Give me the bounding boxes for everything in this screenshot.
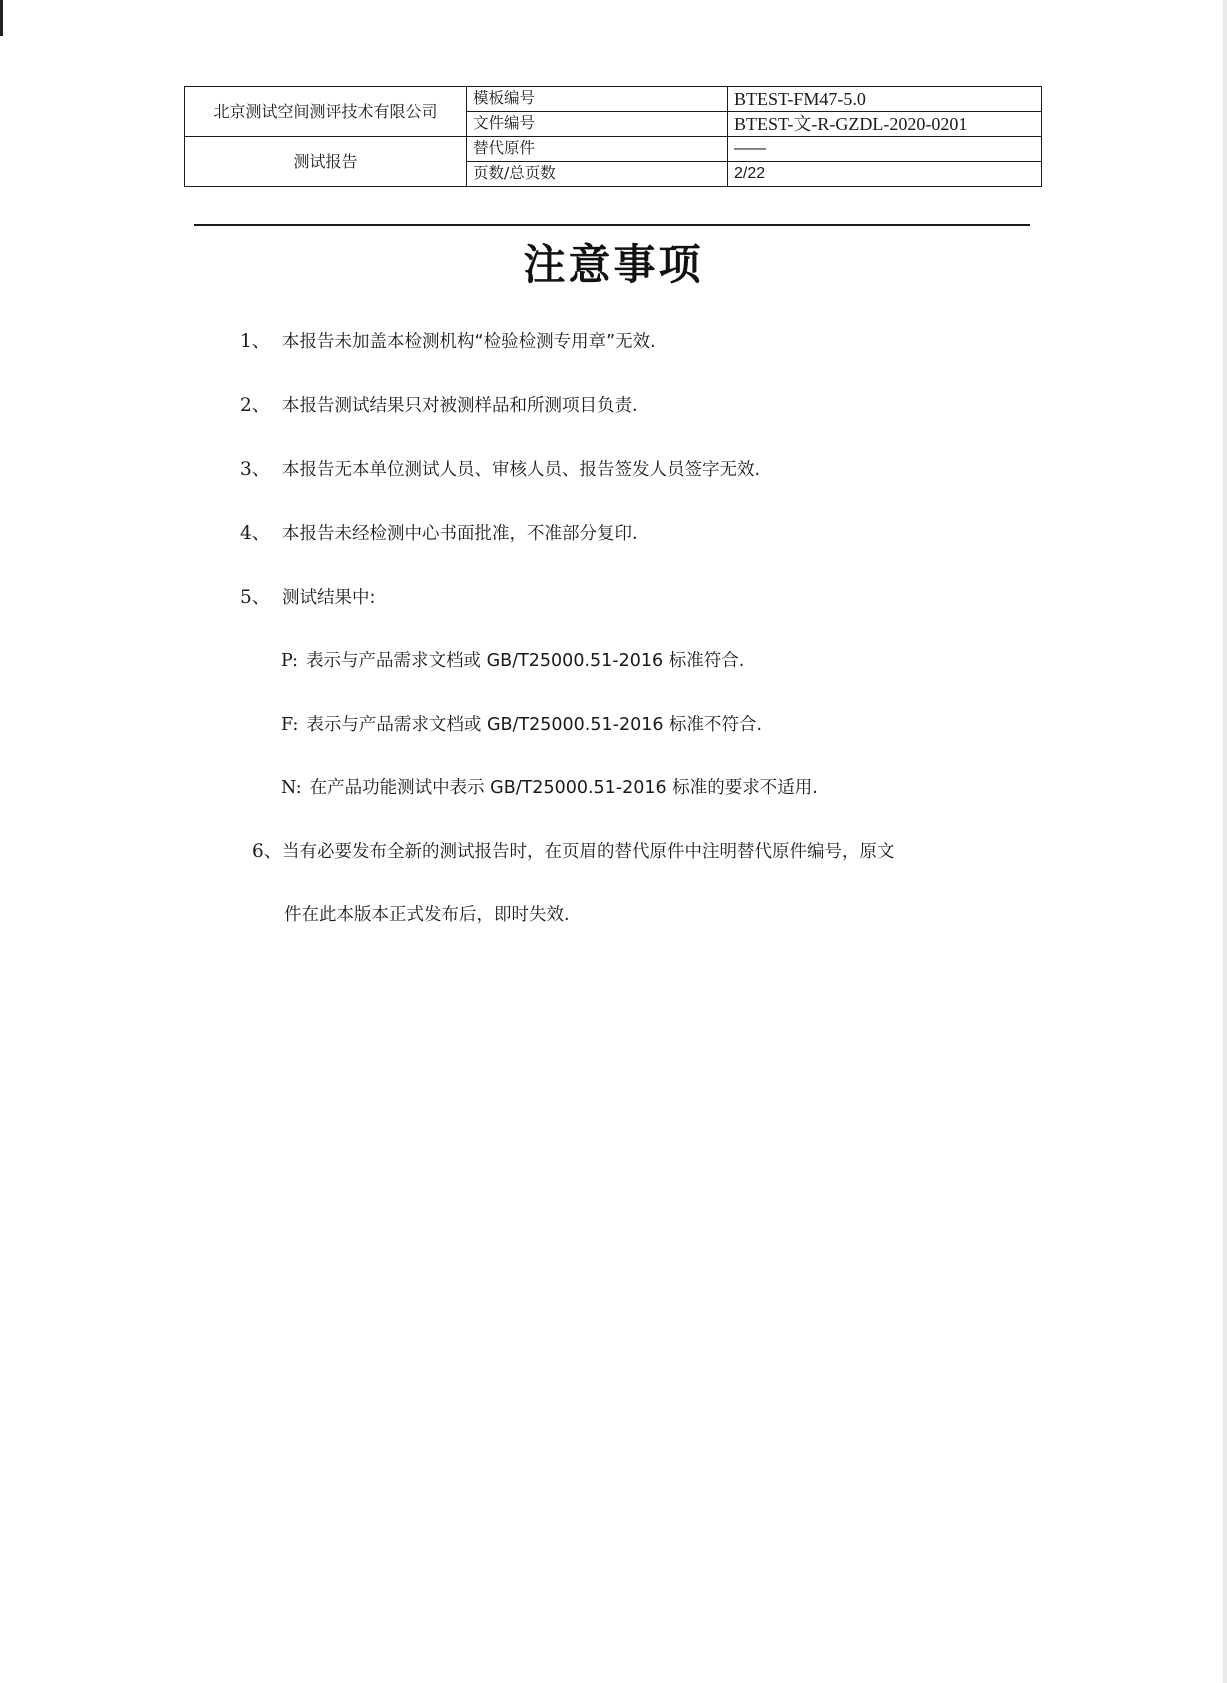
- header-row: [185, 87, 1042, 112]
- page-count-label: 页数/总页数: [467, 162, 728, 187]
- note-text: 件在此本版本正式发布后，即时失效.: [284, 905, 570, 925]
- replaced-original-value: ——: [728, 137, 1042, 162]
- file-number-value: BTEST-文-R-GZDL-2020-0201: [728, 112, 1042, 137]
- result-item-fail: [281, 711, 762, 736]
- template-number-label: 模板编号: [467, 87, 728, 112]
- page-count-value: 2/22: [728, 162, 1042, 187]
- organization-name: 北京测试空间测评技术有限公司: [185, 87, 467, 137]
- result-item-not-applicable: [281, 774, 818, 799]
- note-number: 5、: [240, 587, 271, 608]
- result-text: 表示与产品需求文档或 GB/T25000.51-2016 标准不符合.: [306, 715, 763, 735]
- note-number: 2、: [240, 395, 271, 416]
- result-key: F:: [281, 715, 299, 735]
- file-number-label: 文件编号: [467, 112, 728, 137]
- note-text: 本报告未加盖本检测机构“检验检测专用章”无效.: [282, 332, 656, 352]
- note-item-5: [240, 583, 375, 609]
- document-header-table: [184, 86, 1042, 187]
- result-key: N:: [281, 778, 302, 798]
- document-type: 测试报告: [185, 137, 467, 187]
- note-text: 本报告未经检测中心书面批准，不准部分复印.: [282, 524, 638, 544]
- header-row: [185, 137, 1042, 162]
- note-item-3: [240, 455, 760, 481]
- note-text: 本报告无本单位测试人员、审核人员、报告签发人员签字无效.: [282, 460, 761, 480]
- header-divider: [194, 224, 1030, 226]
- template-number-value: BTEST-FM47-5.0: [728, 87, 1042, 112]
- note-number: 3、: [240, 459, 271, 480]
- note-item-6-continued: [284, 901, 570, 926]
- result-key: P:: [281, 651, 299, 671]
- note-item-6: [252, 837, 895, 863]
- note-item-2: [240, 391, 638, 417]
- result-text: 表示与产品需求文档或 GB/T25000.51-2016 标准符合.: [306, 651, 745, 671]
- note-text: 测试结果中:: [282, 588, 376, 608]
- result-text: 在产品功能测试中表示 GB/T25000.51-2016 标准的要求不适用.: [309, 778, 818, 798]
- note-item-1: [240, 327, 656, 353]
- note-number: 4、: [240, 523, 271, 544]
- scan-edge-mark: [0, 0, 3, 36]
- note-number: 6、: [252, 841, 283, 862]
- result-item-pass: [281, 647, 744, 672]
- note-text: 本报告测试结果只对被测样品和所测项目负责.: [282, 396, 638, 416]
- note-item-4: [240, 519, 638, 545]
- replaced-original-label: 替代原件: [467, 137, 728, 162]
- note-number: 1、: [240, 331, 271, 352]
- page-title: 注意事项: [523, 240, 704, 289]
- note-text: 当有必要发布全新的测试报告时，在页眉的替代原件中注明替代原件编号，原文: [282, 842, 895, 862]
